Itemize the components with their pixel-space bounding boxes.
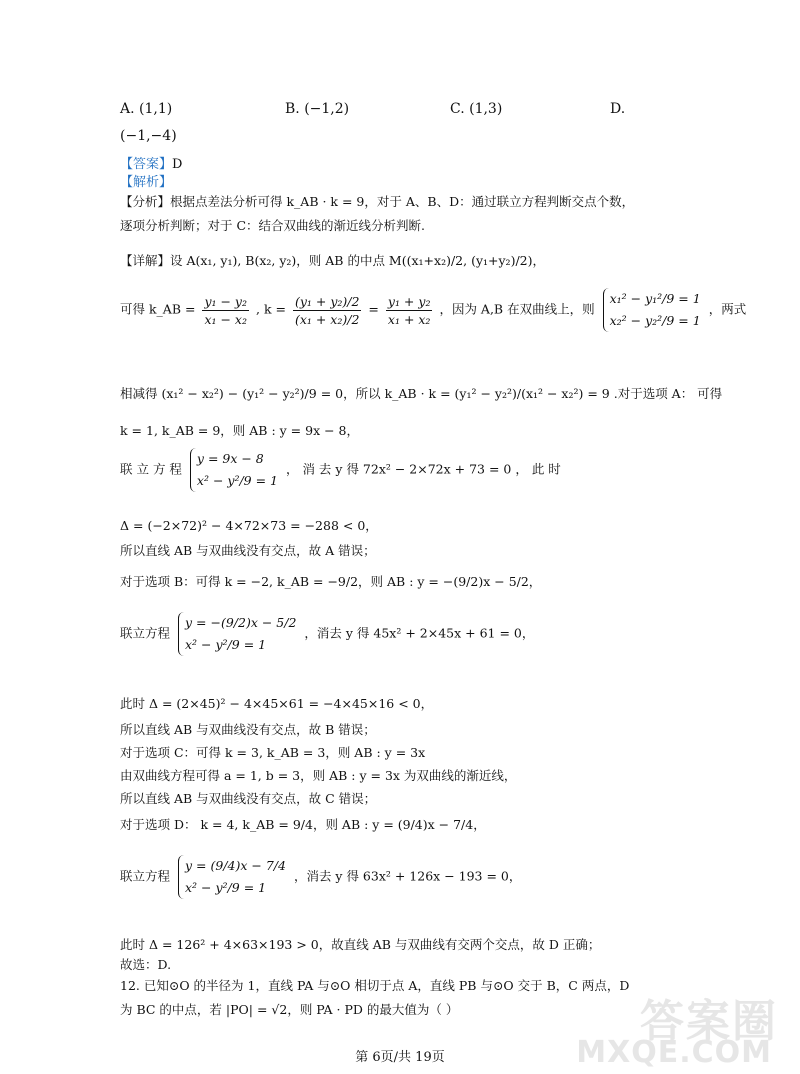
system-a: y = 9x − 8 x² − y²/9 = 1 — [190, 448, 278, 492]
detail-line-15: 对于选项 D： k = 4, k_AB = 9/4，则 AB : y = (9/4)x − 7/4， — [120, 817, 486, 832]
k-fraction: $\frac{\text{(y₁ + y₂)/2}}{\text{(x₁ + x₂)/2}}$ — [294, 293, 360, 327]
kab-fraction: $\frac{\text{y₁ − y₂}}{\text{x₁ − x₂}}$ — [204, 293, 248, 327]
detail-line-6: Δ = (−2×72)² − 4×72×73 = −288 < 0， — [120, 518, 378, 533]
detail-line-8: 对于选项 B：可得 k = −2, k_AB = −9/2，则 AB : y = −(9/2)x − 5/2， — [120, 574, 542, 589]
eq-sign: = — [368, 301, 379, 317]
system-a-suffix: ， 消 去 y 得 72x² − 2×72x + 73 = 0 ， 此 时 — [285, 461, 561, 477]
detail-line-10: 此时 Δ = (2×45)² − 4×45×61 = −4×45×16 < 0， — [120, 696, 434, 711]
detail-line-4: k = 1, k_AB = 9，则 AB : y = 9x − 8， — [120, 423, 360, 438]
detail-line-2 — [120, 288, 746, 332]
answer-tag: 【答案】 — [120, 157, 173, 172]
option-d: D. — [610, 101, 626, 117]
detail-line-14: 所以直线 AB 与双曲线没有交点，故 C 错误； — [120, 791, 377, 806]
kab-prefix: 可得 k_AB = — [120, 301, 200, 317]
detail-line-16 — [120, 855, 521, 899]
detail-line-3: 相减得 (x₁² − x₂²) − (y₁² − y₂²)/9 = 0，所以 k_AB · k = (y₁² − y₂²)/(x₁² − x₂²) = 9 .对于选项 A： 可得 — [120, 386, 723, 401]
answer-line — [120, 153, 182, 172]
question-12-line-2: 为 BC 的中点，若 |PO| = √2，则 PA · PD 的最大值为（ ） — [120, 1002, 459, 1017]
system-d-prefix: 联立方程 — [120, 868, 171, 884]
detail-line-13: 由双曲线方程可得 a = 1, b = 3，则 AB : y = 3x 为双曲线的渐近线， — [120, 768, 517, 783]
k-label: , k = — [256, 301, 286, 317]
hyperbola-system: x₁² − y₁²/9 = 1 x₂² − y₂²/9 = 1 — [603, 288, 701, 332]
system-b-suffix: ，消去 y 得 45x² + 2×45x + 61 = 0， — [304, 625, 535, 641]
option-d-value: (−1,−4) — [120, 128, 177, 144]
question-12-line-1: 12. 已知⊙O 的半径为 1，直线 PA 与⊙O 相切于点 A，直线 PB 与⊙O 交于 B，C 两点，D — [120, 978, 630, 993]
answer-value: D — [172, 157, 183, 172]
system-b-prefix: 联立方程 — [120, 625, 171, 641]
watermark-bottom: MXQE.COM — [576, 1035, 772, 1070]
watermark-top: 答案圈 — [640, 996, 778, 1047]
analysis-tag: 【解析】 — [120, 175, 173, 190]
detail-line-18: 故选：D. — [120, 957, 172, 972]
detail-line-12: 对于选项 C：可得 k = 3, k_AB = 3，则 AB : y = 3x — [120, 745, 426, 760]
two-equations-text: ，两式 — [708, 301, 747, 317]
fenxi-line-2: 逐项分析判断；对于 C：结合双曲线的渐近线分析判断. — [120, 218, 426, 233]
k-simplified-fraction: $\frac{\text{y₁ + y₂}}{\text{x₁ + x₂}}$ — [387, 293, 431, 327]
option-b: B. (−1,2) — [285, 101, 350, 117]
detail-line-7: 所以直线 AB 与双曲线没有交点，故 A 错误； — [120, 543, 376, 558]
system-a-prefix: 联 立 方 程 — [120, 461, 182, 477]
detail-line-9 — [120, 612, 534, 656]
option-a: A. (1,1) — [120, 101, 173, 117]
option-c: C. (1,3) — [450, 101, 503, 117]
system-d-suffix: ，消去 y 得 63x² + 126x − 193 = 0， — [293, 868, 522, 884]
detail-line-5 — [120, 448, 561, 492]
fenxi-line-1: 【分析】根据点差法分析可得 k_AB · k = 9，对于 A、B、D：通过联立方程判断交点个数， — [120, 194, 635, 209]
detail-line-1: 【详解】设 A(x₁, y₁), B(x₂, y₂)，则 AB 的中点 M((x₁+x₂)/2, (y₁+y₂)/2)， — [120, 253, 545, 268]
detail-line-17: 此时 Δ = 126² + 4×63×193 > 0，故直线 AB 与双曲线有交两个交点，故 D 正确； — [120, 937, 601, 952]
system-d: y = (9/4)x − 7/4 x² − y²/9 = 1 — [178, 855, 286, 899]
system-b: y = −(9/2)x − 5/2 x² − y²/9 = 1 — [178, 612, 296, 656]
ab-on-hyperbola-text: ，因为 A,B 在双曲线上，则 — [439, 301, 595, 317]
page-footer: 第 6页/共 19页 — [355, 1050, 445, 1065]
detail-line-11: 所以直线 AB 与双曲线没有交点，故 B 错误； — [120, 722, 376, 737]
